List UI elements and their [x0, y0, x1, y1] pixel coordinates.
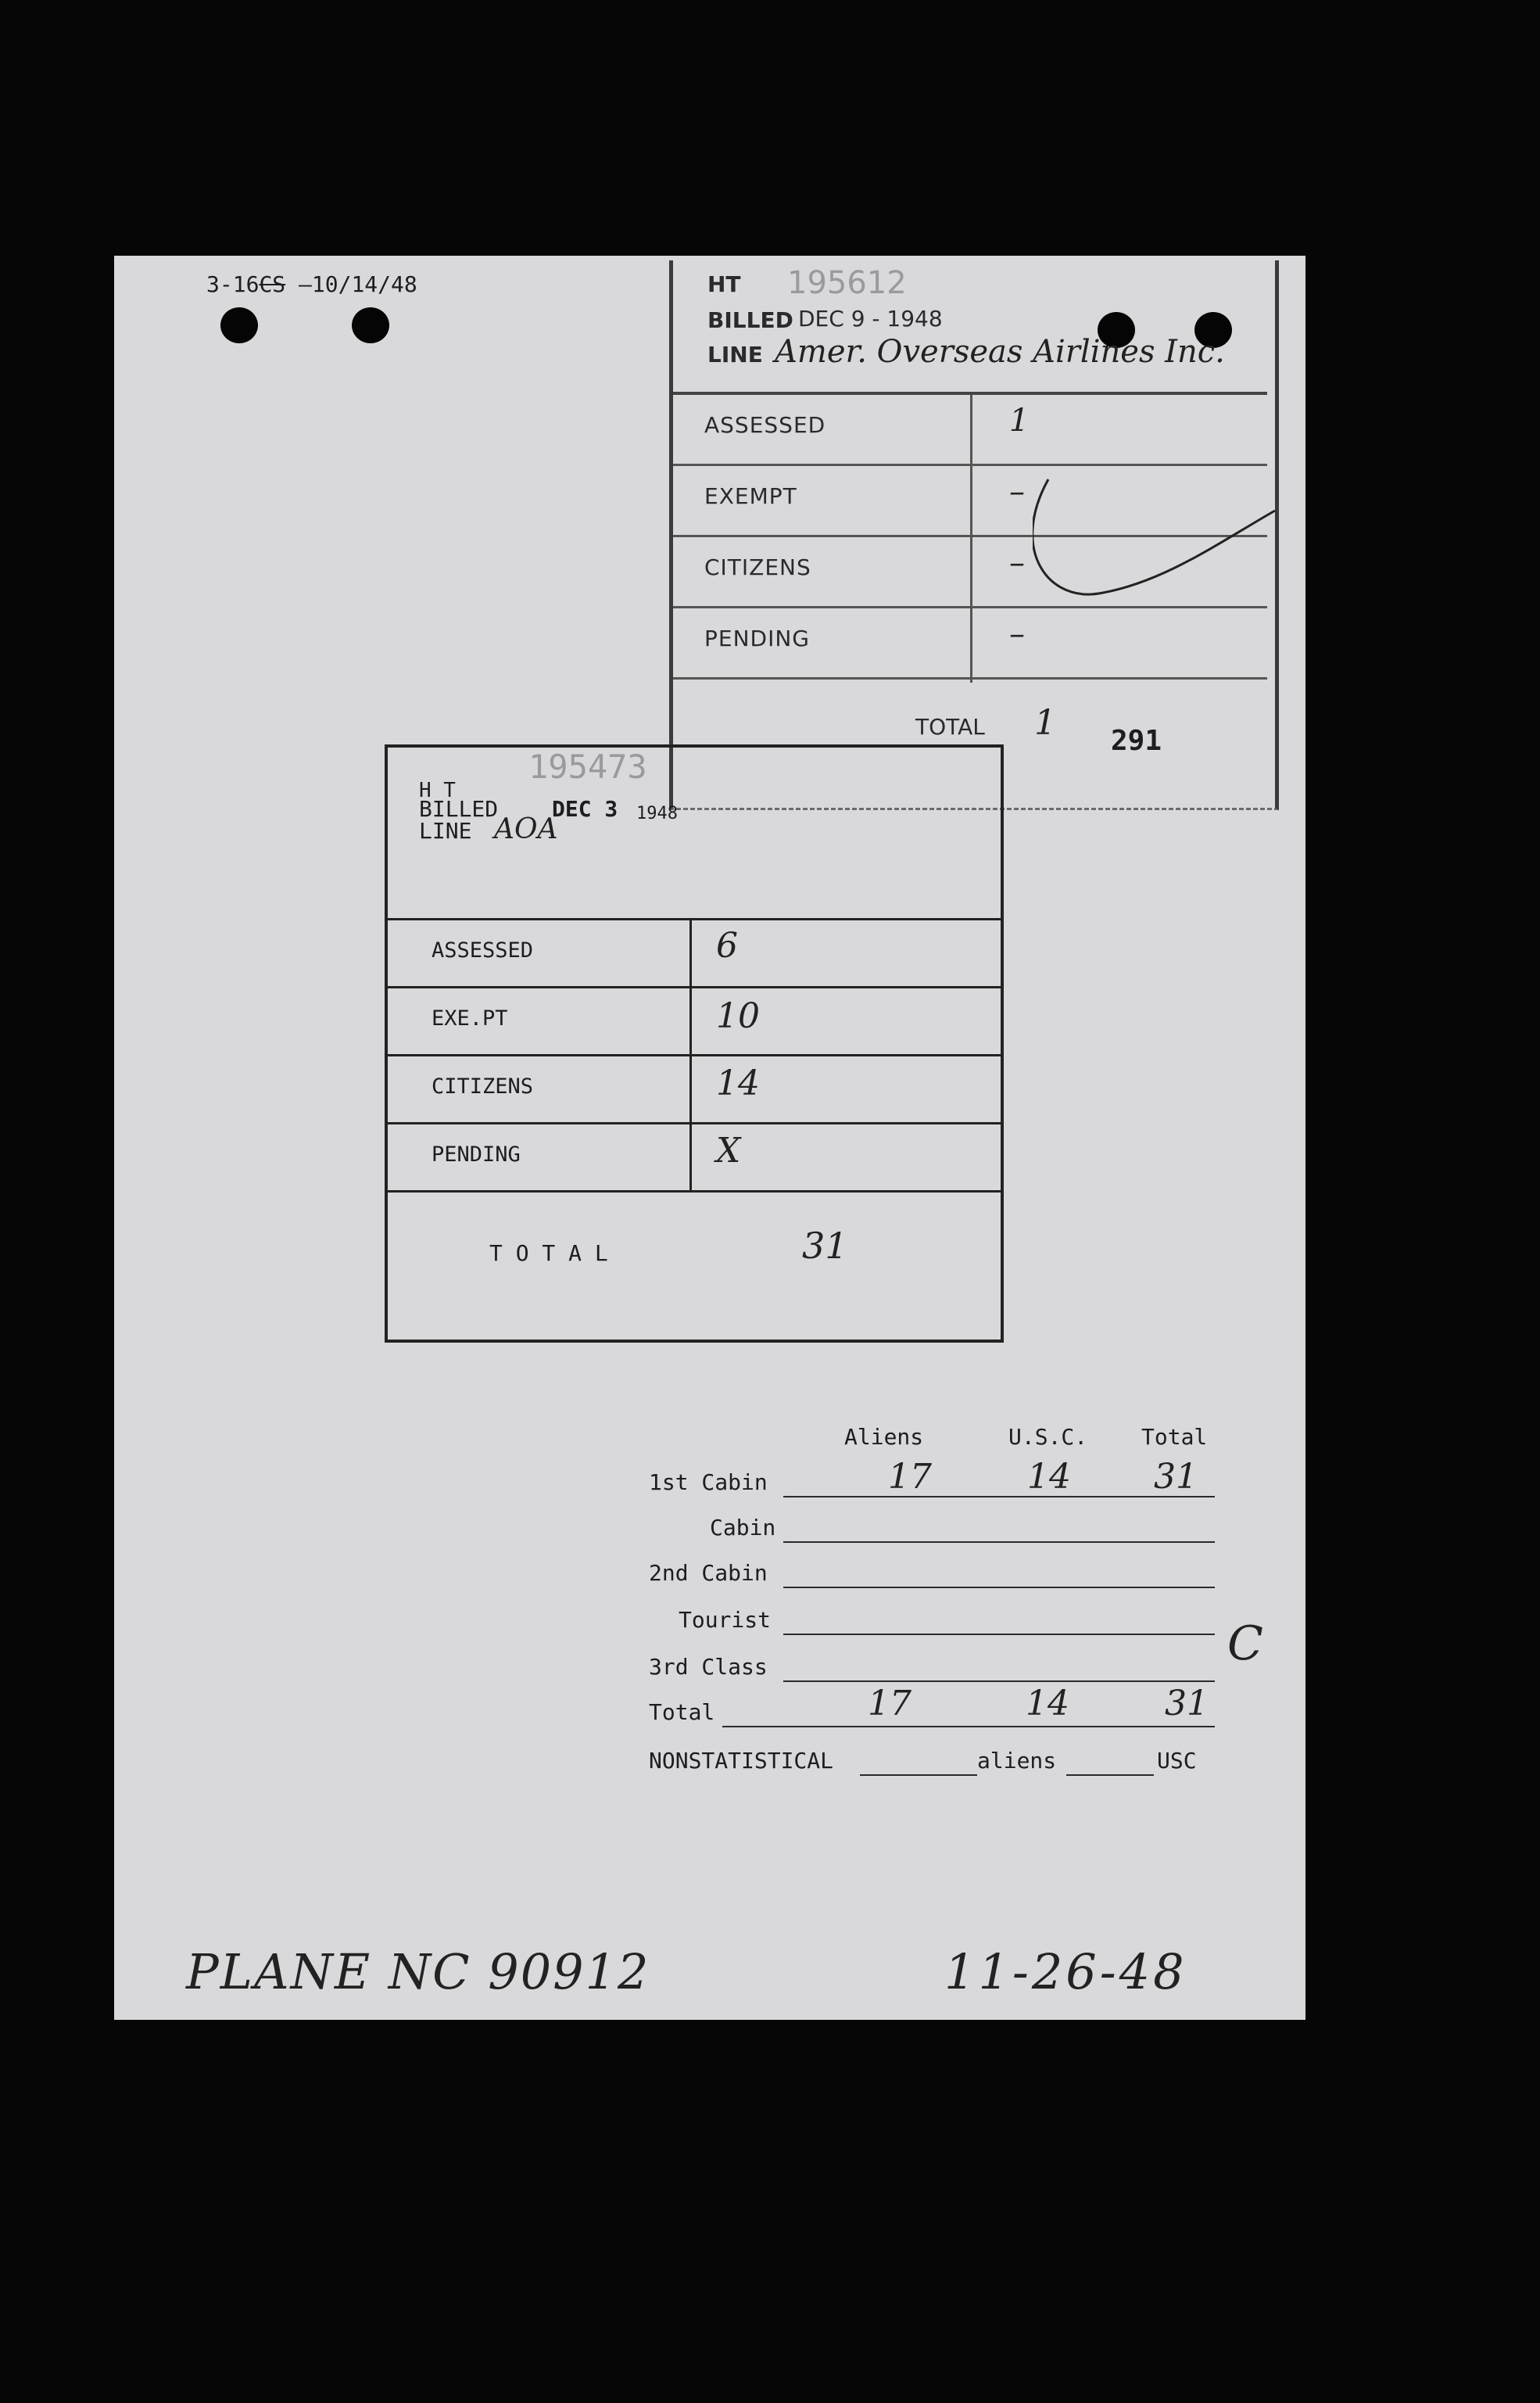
- assessed-label: ASSESSED: [704, 412, 826, 438]
- form-code: [206, 271, 417, 297]
- check-mark: [1033, 456, 1283, 659]
- pending-label: PENDING: [704, 626, 810, 651]
- ht-label: HT: [707, 271, 741, 297]
- billed-date: DEC 9 - 1948: [798, 306, 943, 332]
- nonstatistical-label: NONSTATISTICAL: [649, 1748, 834, 1774]
- col-header-total: Total: [1141, 1424, 1208, 1450]
- form-code-number: 3-16: [206, 271, 260, 297]
- aliens-label: aliens: [977, 1748, 1057, 1774]
- row-label-2nd-cabin: 2nd Cabin: [649, 1560, 768, 1586]
- line-value: Amer. Overseas Airlines Inc.: [775, 334, 1225, 370]
- row-label-1st-cabin: 1st Cabin: [649, 1469, 768, 1495]
- pending-label: PENDING: [432, 1142, 521, 1167]
- plane-number: PLANE NC 90912: [186, 1943, 650, 2000]
- stamp-divider: [970, 395, 972, 683]
- exempt-value: 10: [716, 996, 760, 1036]
- assessed-value: 1: [1009, 403, 1030, 439]
- stamp-header: [673, 260, 1267, 395]
- pending-value: –: [1009, 616, 1025, 652]
- fill-line: [783, 1634, 1215, 1635]
- citizens-value: 14: [716, 1063, 760, 1103]
- line-label: LINE: [419, 818, 472, 844]
- total-value: 31: [1154, 1457, 1198, 1497]
- punch-hole: [220, 307, 258, 343]
- total-number: 291: [1111, 725, 1162, 757]
- stamp-rule: [388, 1054, 1001, 1056]
- stamp-rule: [388, 1122, 1001, 1124]
- row-label-3rd-class: 3rd Class: [649, 1654, 768, 1680]
- ht-label: H T: [419, 779, 456, 802]
- total-label: T O T A L: [489, 1240, 608, 1266]
- fill-line: [783, 1680, 1215, 1682]
- total-label: TOTAL: [915, 714, 985, 740]
- form-code-strike: CS: [259, 271, 286, 297]
- stamp-rule: [388, 1190, 1001, 1193]
- fill-line: [783, 1587, 1215, 1588]
- document-page: [114, 256, 1305, 2020]
- exempt-value: –: [1009, 474, 1025, 510]
- billed-date: DEC 3: [552, 796, 618, 822]
- citizens-label: CITIZENS: [704, 554, 811, 580]
- total-value: 31: [802, 1225, 848, 1267]
- pending-value: X: [716, 1131, 741, 1171]
- assessed-value: 6: [716, 926, 738, 966]
- line-value: AOA: [494, 813, 558, 845]
- citizens-value: –: [1009, 545, 1025, 581]
- handwritten-date: 11-26-48: [944, 1943, 1187, 2000]
- billing-stamp-lower: [385, 744, 1004, 1343]
- margin-mark: C: [1227, 1616, 1263, 1671]
- usc-value: 14: [1026, 1684, 1069, 1723]
- fill-line: [783, 1541, 1215, 1543]
- ht-number: 195612: [787, 265, 907, 301]
- form-code-date: —10/14/48: [299, 271, 417, 297]
- col-header-usc: U.S.C.: [1008, 1424, 1088, 1450]
- line-label: LINE: [707, 342, 763, 368]
- ht-number: 195473: [528, 748, 647, 786]
- fill-line: [722, 1726, 1215, 1727]
- row-label-cabin: Cabin: [710, 1515, 776, 1540]
- stamp-divider: [689, 918, 692, 1190]
- fill-line: [860, 1774, 977, 1776]
- citizens-label: CITIZENS: [432, 1074, 534, 1099]
- stamp-rule: [388, 986, 1001, 988]
- billing-stamp-upper: [669, 260, 1279, 810]
- aliens-value: 17: [888, 1457, 932, 1497]
- exempt-label: EXEMPT: [704, 483, 797, 509]
- stamp-rule: [388, 918, 1001, 920]
- fill-line: [1066, 1774, 1154, 1776]
- billed-label: BILLED: [707, 307, 793, 333]
- row-label-total: Total: [649, 1699, 715, 1725]
- total-value: 31: [1165, 1684, 1209, 1723]
- billed-year: 1948: [636, 804, 678, 823]
- total-value: 1: [1034, 703, 1056, 743]
- exempt-label: EXE.PT: [432, 1006, 508, 1031]
- punch-hole: [352, 307, 389, 343]
- col-header-aliens: Aliens: [844, 1424, 924, 1450]
- usc-label: USC: [1157, 1748, 1197, 1774]
- usc-value: 14: [1027, 1457, 1071, 1497]
- billed-label: BILLED: [419, 796, 499, 822]
- aliens-value: 17: [868, 1684, 911, 1723]
- assessed-label: ASSESSED: [432, 938, 534, 963]
- fill-line: [783, 1496, 1215, 1497]
- row-label-tourist: Tourist: [679, 1607, 772, 1633]
